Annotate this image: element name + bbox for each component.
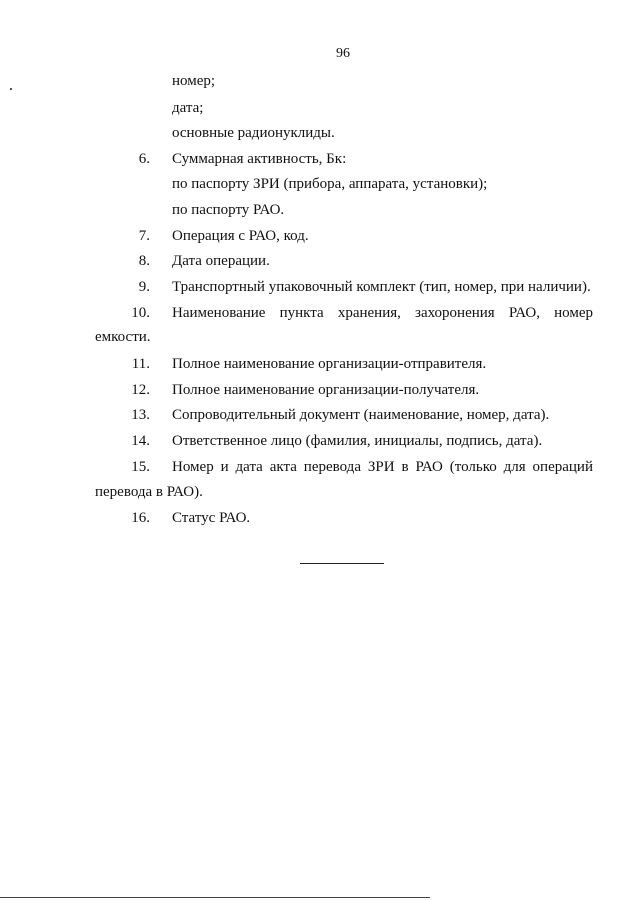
list-item-text: Наименование пункта хранения, захоронения РАО, номер xyxy=(172,305,593,321)
list-item-text: Суммарная активность, Бк: xyxy=(172,151,347,167)
item-number: 13. xyxy=(131,407,150,423)
list-item-text: дата; xyxy=(172,100,204,116)
list-item-text: емкости. xyxy=(95,329,151,345)
list-item-text: Номер и дата акта перевода ЗРИ в РАО (только для операций xyxy=(172,459,593,475)
list-item-text: Полное наименование организации-отправителя. xyxy=(172,356,487,372)
list-item-text: номер; xyxy=(172,73,216,89)
list-item-text: Полное наименование организации-получателя. xyxy=(172,382,480,398)
end-rule xyxy=(300,563,384,564)
page-number: 96 xyxy=(336,46,350,61)
list-item-text: основные радионуклиды. xyxy=(172,125,335,141)
item-number: 10. xyxy=(131,305,150,321)
list-item-text: по паспорту ЗРИ (прибора, аппарата, установки); xyxy=(172,176,488,192)
list-item-text: Транспортный упаковочный комплект (тип, номер, при наличии). xyxy=(172,279,591,295)
list-item-text: Дата операции. xyxy=(172,253,270,269)
list-item-continuation xyxy=(95,483,203,501)
item-number: 11. xyxy=(131,356,150,372)
list-item-text: Статус РАО. xyxy=(172,510,251,526)
item-number: 6. xyxy=(138,151,150,167)
item-number: 14. xyxy=(131,433,150,449)
list-item xyxy=(172,201,284,219)
item-number: 9. xyxy=(138,279,150,295)
scan-speck xyxy=(10,88,12,90)
list-item-text: по паспорту РАО. xyxy=(172,202,285,218)
list-item-text: Сопроводительный документ (наименование, номер, дата). xyxy=(172,407,550,423)
list-item-text: перевода в РАО). xyxy=(95,484,203,500)
item-number: 8. xyxy=(138,253,150,269)
list-item-text: Ответственное лицо (фамилия, инициалы, подпись, дата). xyxy=(172,433,543,449)
scan-edge-line xyxy=(0,897,430,898)
list-item-text: Операция с РАО, код. xyxy=(172,228,309,244)
item-number: 15. xyxy=(131,459,150,475)
item-number: 12. xyxy=(131,382,150,398)
item-number: 16. xyxy=(131,510,150,526)
list-item xyxy=(172,124,335,142)
item-number: 7. xyxy=(138,228,150,244)
list-item xyxy=(172,72,215,90)
list-item xyxy=(172,175,487,193)
list-item-continuation xyxy=(95,328,151,346)
list-item xyxy=(172,99,203,117)
